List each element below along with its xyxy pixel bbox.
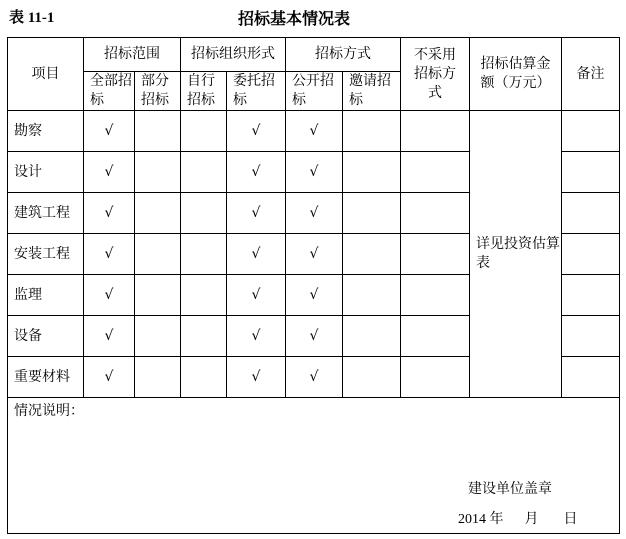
header-org-entrusted: 委托招标 [227, 72, 286, 111]
cell [401, 357, 470, 398]
row-label: 安装工程 [8, 234, 84, 275]
check-mark: √ [84, 357, 135, 398]
header-remarks: 备注 [562, 38, 620, 111]
seal-caption: 建设单位盖章 [468, 481, 552, 497]
cell [401, 193, 470, 234]
cell [343, 193, 401, 234]
remarks-cell [562, 316, 620, 357]
cell [343, 152, 401, 193]
check-mark: √ [227, 111, 286, 152]
cell [135, 275, 181, 316]
notes-label: 情况说明： [14, 403, 84, 419]
row-label: 重要材料 [8, 357, 84, 398]
check-mark: √ [227, 357, 286, 398]
check-mark: √ [286, 193, 343, 234]
cell [181, 234, 227, 275]
check-mark: √ [227, 234, 286, 275]
remarks-cell [562, 193, 620, 234]
date-day: 日 [563, 512, 578, 527]
remarks-cell [562, 111, 620, 152]
notes-section [8, 398, 620, 534]
cell [135, 111, 181, 152]
cell [135, 357, 181, 398]
cell [181, 316, 227, 357]
check-mark: √ [286, 316, 343, 357]
check-mark: √ [227, 316, 286, 357]
date-month: 月 [524, 512, 539, 527]
check-mark: √ [286, 234, 343, 275]
header-method: 招标方式 [286, 38, 401, 72]
cell [401, 152, 470, 193]
check-mark: √ [286, 275, 343, 316]
date-year: 2014 年 [458, 512, 504, 527]
check-mark: √ [84, 234, 135, 275]
header-scope: 招标范围 [84, 38, 181, 72]
check-mark: √ [227, 152, 286, 193]
row-label: 设计 [8, 152, 84, 193]
header-estimate: 招标估算金额（万元） [470, 38, 562, 111]
cell [181, 357, 227, 398]
check-mark: √ [84, 275, 135, 316]
cell [401, 316, 470, 357]
row-label: 监理 [8, 275, 84, 316]
cell [181, 111, 227, 152]
check-mark: √ [84, 152, 135, 193]
cell [401, 275, 470, 316]
cell [343, 234, 401, 275]
header-scope-all: 全部招标 [84, 72, 135, 111]
row-label: 勘察 [8, 111, 84, 152]
cell [343, 316, 401, 357]
header-no-bidding: 不采用招标方式 [401, 38, 470, 111]
table-number: 表 11-1 [9, 10, 55, 26]
cell [343, 357, 401, 398]
check-mark: √ [227, 193, 286, 234]
remarks-cell [562, 152, 620, 193]
check-mark: √ [286, 152, 343, 193]
table-title: 招标基本情况表 [238, 9, 351, 28]
remarks-cell [562, 357, 620, 398]
estimate-note: 详见投资估算表 [470, 111, 562, 398]
header-item: 项目 [8, 38, 84, 111]
check-mark: √ [227, 275, 286, 316]
header-scope-partial: 部分招标 [135, 72, 181, 111]
check-mark: √ [286, 111, 343, 152]
cell [401, 111, 470, 152]
check-mark: √ [84, 193, 135, 234]
cell [343, 111, 401, 152]
cell [135, 316, 181, 357]
header-method-open: 公开招标 [286, 72, 343, 111]
cell [135, 234, 181, 275]
cell [135, 193, 181, 234]
cell [343, 275, 401, 316]
cell [135, 152, 181, 193]
row-label: 设备 [8, 316, 84, 357]
header-org: 招标组织形式 [181, 38, 286, 72]
header-method-invited: 邀请招标 [343, 72, 401, 111]
cell [181, 193, 227, 234]
signature-date [458, 510, 578, 529]
bidding-info-table [7, 37, 620, 534]
check-mark: √ [286, 357, 343, 398]
check-mark: √ [84, 111, 135, 152]
check-mark: √ [84, 316, 135, 357]
cell [401, 234, 470, 275]
header-org-self: 自行招标 [181, 72, 227, 111]
remarks-cell [562, 234, 620, 275]
table-row [8, 111, 620, 152]
cell [181, 152, 227, 193]
remarks-cell [562, 275, 620, 316]
row-label: 建筑工程 [8, 193, 84, 234]
cell [181, 275, 227, 316]
